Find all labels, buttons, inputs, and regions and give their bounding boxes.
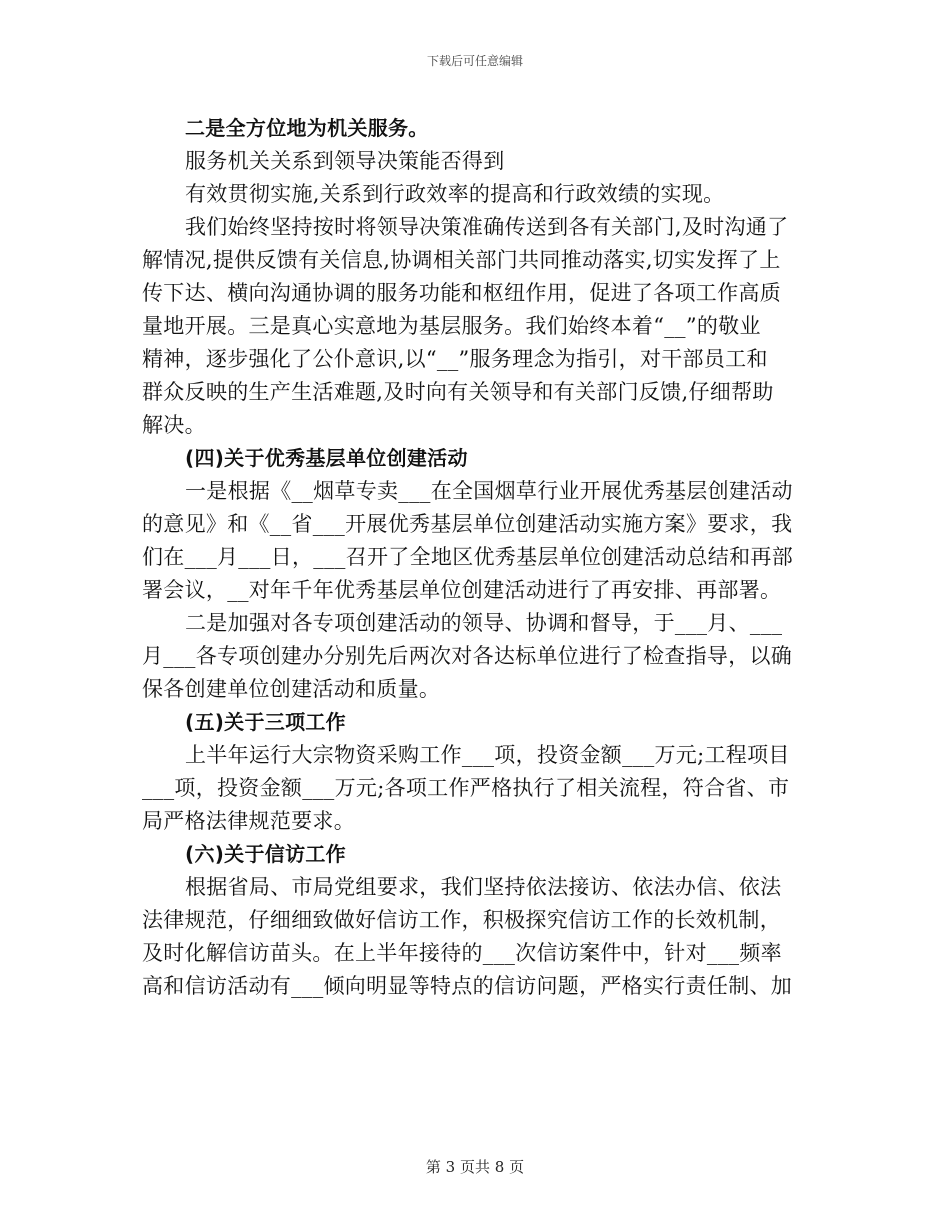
- page-footer: 第 3 页共 8 页: [425, 1158, 525, 1176]
- text-line: 精神，逐步强化了公仆意识,以“__”服务理念为指引，对干部员工和: [142, 347, 768, 371]
- section-heading: (四)关于优秀基层单位创建活动: [185, 446, 468, 470]
- text-line: 月___各专项创建办分别先后两次对各达标单位进行了检查指导，以确: [142, 644, 793, 668]
- text-line: 我们始终坚持按时将领导决策准确传送到各有关部门,及时沟通了: [185, 215, 789, 239]
- text-line: ___项，投资金额___万元;各项工作严格执行了相关流程，符合省、市: [142, 776, 790, 800]
- page-header: 下载后可任意编辑: [426, 54, 523, 68]
- text-line: 法律规范，仔细细致做好信访工作，积极探究信访工作的长效机制，: [142, 908, 781, 932]
- text-line: 及时化解信访苗头。在上半年接待的___次信访案件中，针对___频率: [142, 941, 782, 965]
- text-line: 根据省局、市局党组要求，我们坚持依法接访、依法办信、依法: [185, 875, 782, 899]
- section-heading: 二是全方位地为机关服务。: [185, 116, 429, 140]
- text-line: 们在___月___日，___召开了全地区优秀基层单位创建活动总结和再部: [142, 545, 793, 569]
- text-line: 解决。: [142, 413, 206, 437]
- text-line: 一是根据《__烟草专卖___在全国烟草行业开展优秀基层创建活动: [185, 479, 793, 503]
- text-line: 量地开展。三是真心实意地为基层服务。我们始终本着“__”的敬业: [142, 314, 761, 338]
- text-line: 高和信访活动有___倾向明显等特点的信访问题，严格实行责任制、加: [142, 974, 793, 998]
- text-line: 二是加强对各专项创建活动的领导、协调和督导，于___月、___: [185, 611, 783, 635]
- text-line: 署会议，__对年千年优秀基层单位创建活动进行了再安排、再部署。: [142, 578, 782, 602]
- text-line: 服务机关关系到领导决策能否得到: [185, 149, 505, 173]
- text-line: 局严格法律规范要求。: [142, 809, 355, 833]
- section-heading: (五)关于三项工作: [185, 710, 346, 734]
- document-body: [142, 112, 807, 1003]
- text-line: 的意见》和《__省___开展优秀基层单位创建活动实施方案》要求，我: [142, 512, 793, 536]
- text-line: 有效贯彻实施,关系到行政效率的提高和行政效绩的实现。: [185, 182, 725, 206]
- text-line: 群众反映的生产生活难题,及时向有关领导和有关部门反馈,仔细帮助: [142, 380, 774, 404]
- text-line: 解情况,提供反馈有关信息,协调相关部门共同推动落实,切实发挥了上: [142, 248, 781, 272]
- section-heading: (六)关于信访工作: [185, 842, 346, 866]
- text-line: 保各创建单位创建活动和质量。: [142, 677, 441, 701]
- text-line: 传下达、横向沟通协调的服务功能和枢纽作用，促进了各项工作高质: [142, 281, 781, 305]
- text-line: 上半年运行大宗物资采购工作___项，投资金额___万元;工程项目: [185, 743, 790, 767]
